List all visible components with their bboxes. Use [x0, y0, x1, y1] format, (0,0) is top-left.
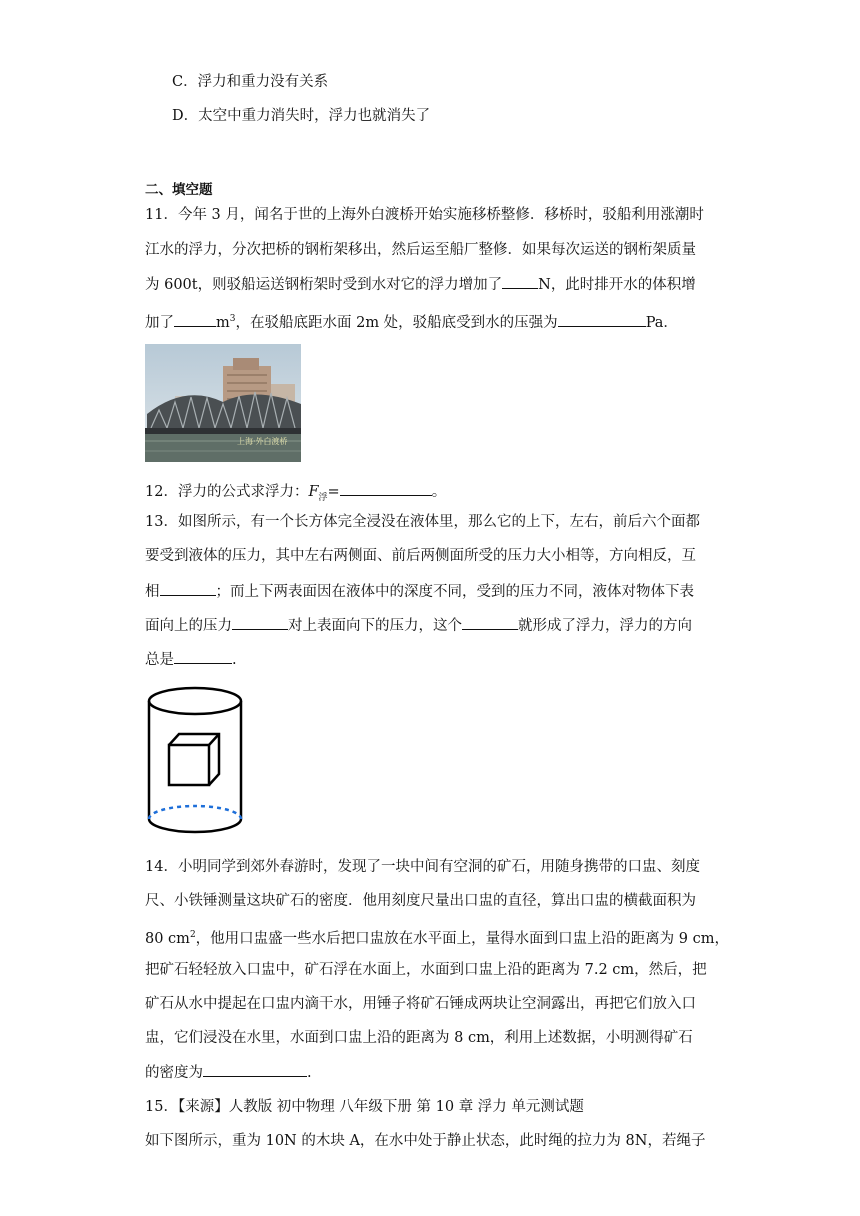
q13-line-4-text-b: 对上表面向下的压力，这个	[288, 618, 462, 634]
q13-line-4-text-c: 就形成了浮力，浮力的方向	[518, 618, 692, 634]
q11-line-3-text-b: N，此时排开水的体积增	[538, 277, 696, 293]
q14-line-7	[145, 1062, 312, 1083]
answer-blank[interactable]	[174, 312, 216, 327]
q12-text: 12．浮力的公式求浮力：	[145, 484, 309, 500]
answer-blank[interactable]	[340, 481, 432, 496]
q14-line-1: 14．小明同学到郊外春游时，发现了一块中间有空洞的矿石，用随身携带的口盅、刻度	[145, 859, 700, 875]
q14-line-3	[145, 925, 729, 949]
superscript: 2	[189, 930, 196, 940]
q14-line-7-text: 的密度为	[145, 1065, 203, 1081]
q11-line-4-text-c: Pa．	[645, 314, 678, 331]
q13-line-3	[145, 581, 694, 602]
cube	[169, 734, 219, 785]
q11-line-2: 江水的浮力，分次把桥的钢桁架移出，然后运至船厂整修．如果每次运送的钢桁架质量	[145, 242, 696, 258]
q13-line-3-text: 相	[145, 584, 160, 600]
q13-line-3-text-b: ；而上下两表面因在液体中的深度不同，受到的压力不同，液体对物体下表	[215, 584, 694, 600]
cylinder-cube-diagram	[145, 685, 247, 841]
bridge-photo	[145, 344, 301, 462]
q12-line	[145, 481, 446, 508]
q14-line-2: 尺、小铁锤测量这块矿石的密度．他用刻度尺量出口盅的直径，算出口盅的横截面积为	[145, 893, 696, 909]
q11-line-1: 11．今年 3 月，闻名于世的上海外白渡桥开始实施移桥整修．移桥时，驳船利用涨潮时	[145, 207, 704, 223]
answer-blank[interactable]	[462, 615, 518, 630]
q14-line-5: 矿石从水中提起在口盅内滴干水，用锤子将矿石锤成两块让空洞露出，再把它们放入口	[145, 996, 696, 1012]
unit: m	[216, 314, 230, 331]
q15-line-2: 如下图所示，重为 10N 的木块 A，在水中处于静止状态，此时绳的拉力为 8N，若绳子	[145, 1133, 706, 1149]
q14-line-6: 盅，它们浸没在水里，水面到口盅上沿的距离为 8 cm，利用上述数据，小明测得矿石	[145, 1030, 693, 1046]
q11-line-3-text: 为 600t，则驳船运送钢桁架时受到水对它的浮力增加了	[145, 277, 503, 293]
superscript: 3	[229, 314, 236, 324]
option-d: D．太空中重力消失时，浮力也就消失了	[172, 108, 431, 124]
answer-blank[interactable]	[160, 581, 216, 596]
answer-blank[interactable]	[232, 615, 288, 630]
section-title: 二、填空题	[145, 182, 213, 198]
q13-line-1: 13．如图所示，有一个长方体完全浸没在液体里，那么它的上下，左右，前后六个面都	[145, 514, 700, 530]
answer-blank[interactable]	[502, 274, 538, 289]
q11-line-4-text: 加了	[145, 314, 174, 331]
q11-line-4	[145, 309, 678, 333]
q12-end: 。	[431, 484, 447, 500]
formula-subscript: 浮	[318, 492, 328, 503]
q13-line-4	[145, 615, 692, 636]
q14-line-3-text-b: ，他用口盅盛一些水后把口盅放在水平面上，量得水面到口盅上沿的距离为 9 cm，	[195, 930, 729, 947]
option-c: C．浮力和重力没有关系	[172, 74, 329, 90]
q11-line-3	[145, 274, 696, 295]
answer-blank[interactable]	[174, 649, 232, 664]
q14-line-4: 把矿石轻轻放入口盅中，矿石浮在水面上，水面到口盅上沿的距离为 7.2 cm，然后，把	[145, 962, 707, 978]
q13-line-2: 要受到液体的压力，其中左右两侧面、前后两侧面所受的压力大小相等，方向相反，互	[145, 548, 696, 564]
formula-f: F	[308, 484, 319, 500]
q13-line-4-text: 面向上的压力	[145, 618, 232, 634]
q13-line-5	[145, 649, 237, 670]
q15-line-1: 15．【来源】人教版 初中物理 八年级下册 第 10 章 浮力 单元测试题	[145, 1099, 584, 1115]
q13-line-5-text: 总是	[145, 652, 174, 668]
q13-line-5-end: .	[232, 652, 237, 668]
photo-caption: 上海·外白渡桥	[237, 437, 288, 446]
formula-equals: =	[327, 484, 340, 500]
q11-line-4-text-b: ，在驳船底距水面 2m 处，驳船底受到水的压强为	[235, 314, 558, 331]
q14-line-7-end: .	[307, 1065, 312, 1081]
q14-line-3-text: 80 cm	[145, 930, 190, 947]
answer-blank[interactable]	[558, 312, 646, 327]
answer-blank[interactable]	[203, 1062, 307, 1077]
